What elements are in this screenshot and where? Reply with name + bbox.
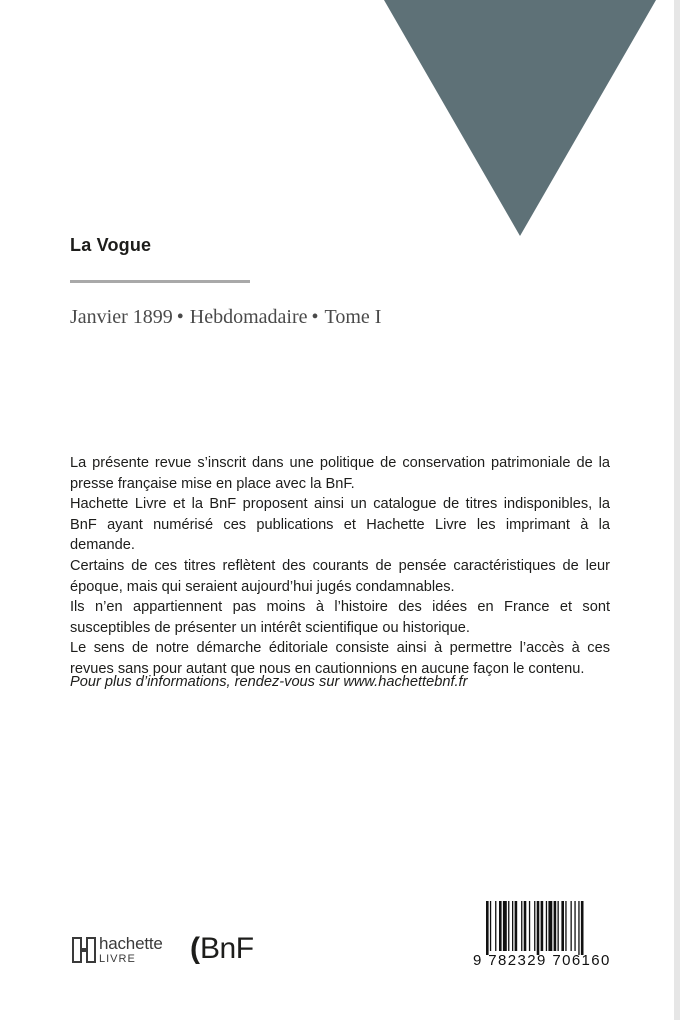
barcode-bar [529,901,530,951]
barcode-bar [541,901,544,951]
barcode-bar [521,901,522,951]
barcode-bar [548,901,552,951]
barcode-bar [515,901,518,951]
title-rule [70,280,250,283]
barcode-bar [503,901,507,951]
disclaimer-paragraph: Hachette Livre et la BnF proposent ainsi un catalogue de titres indisponibles, la BnF ayant numérisé ces publications et Hachette Livre les imprimant à la demande. [70,496,610,554]
barcode-bars [486,901,616,955]
isbn-number: 9 782329 706160 [473,952,611,969]
hachette-logo-text: hachette [99,934,163,953]
barcode-bar [561,901,564,951]
bnf-logo-bracket: ( [190,932,200,965]
more-info-link[interactable]: Pour plus d’informations, rendez-vous sur www.hachettebnf.fr [70,674,468,690]
hachette-logo-icon [72,937,96,963]
disclaimer-text [70,453,610,680]
barcode-bar [565,901,566,951]
barcode-bar [546,901,547,951]
isbn-barcode [468,893,624,981]
barcode-bar [554,901,557,951]
publication-meta [70,306,381,329]
disclaimer-paragraph: Le sens de notre démarche éditoriale consiste ainsi à permettre l’accès à ces revues sans pour autant que nous en cautionnions en aucune façon le contenu. [70,640,610,677]
issue-date: Janvier 1899 [70,306,173,328]
barcode-bar [512,901,513,951]
barcode-bar [574,901,575,951]
issue-volume: Tome I [324,306,382,328]
publisher-logos [72,930,272,970]
barcode-bar [524,901,527,951]
page-edge [674,0,680,1020]
barcode-bar [581,901,584,955]
bullet-separator: • [176,306,184,328]
publication-title: La Vogue [70,235,152,255]
disclaimer-paragraph: Certains de ces titres reflètent des courants de pensée caractéristiques de leur époque, mais qui seraient aujourd’hui jugés condamnables. [70,557,610,595]
livre-logo-text: LIVRE [99,953,136,965]
barcode-bar [490,901,491,951]
issue-frequency: Hebdomadaire [189,306,308,328]
barcode-bar [558,901,559,951]
bnf-logo-text: BnF [200,932,254,965]
barcode-bar [578,901,579,955]
barcode-bar [495,901,496,951]
decorative-triangle [384,0,656,236]
barcode-bar [537,901,540,955]
barcode-bar [499,901,502,951]
barcode-bar [534,901,535,951]
barcode-bar [486,901,489,955]
disclaimer-paragraph: Ils n’en appartiennent pas moins à l’histoire des idées en France et sont susceptibles de présenter un intérêt scientifique ou historique. [70,599,610,636]
disclaimer-paragraph: La présente revue s’inscrit dans une politique de conservation patrimoniale de la presse française mise en place avec la BnF. [70,455,610,492]
barcode-bar [508,901,509,951]
barcode-bar [571,901,572,951]
bullet-separator: • [311,306,319,328]
